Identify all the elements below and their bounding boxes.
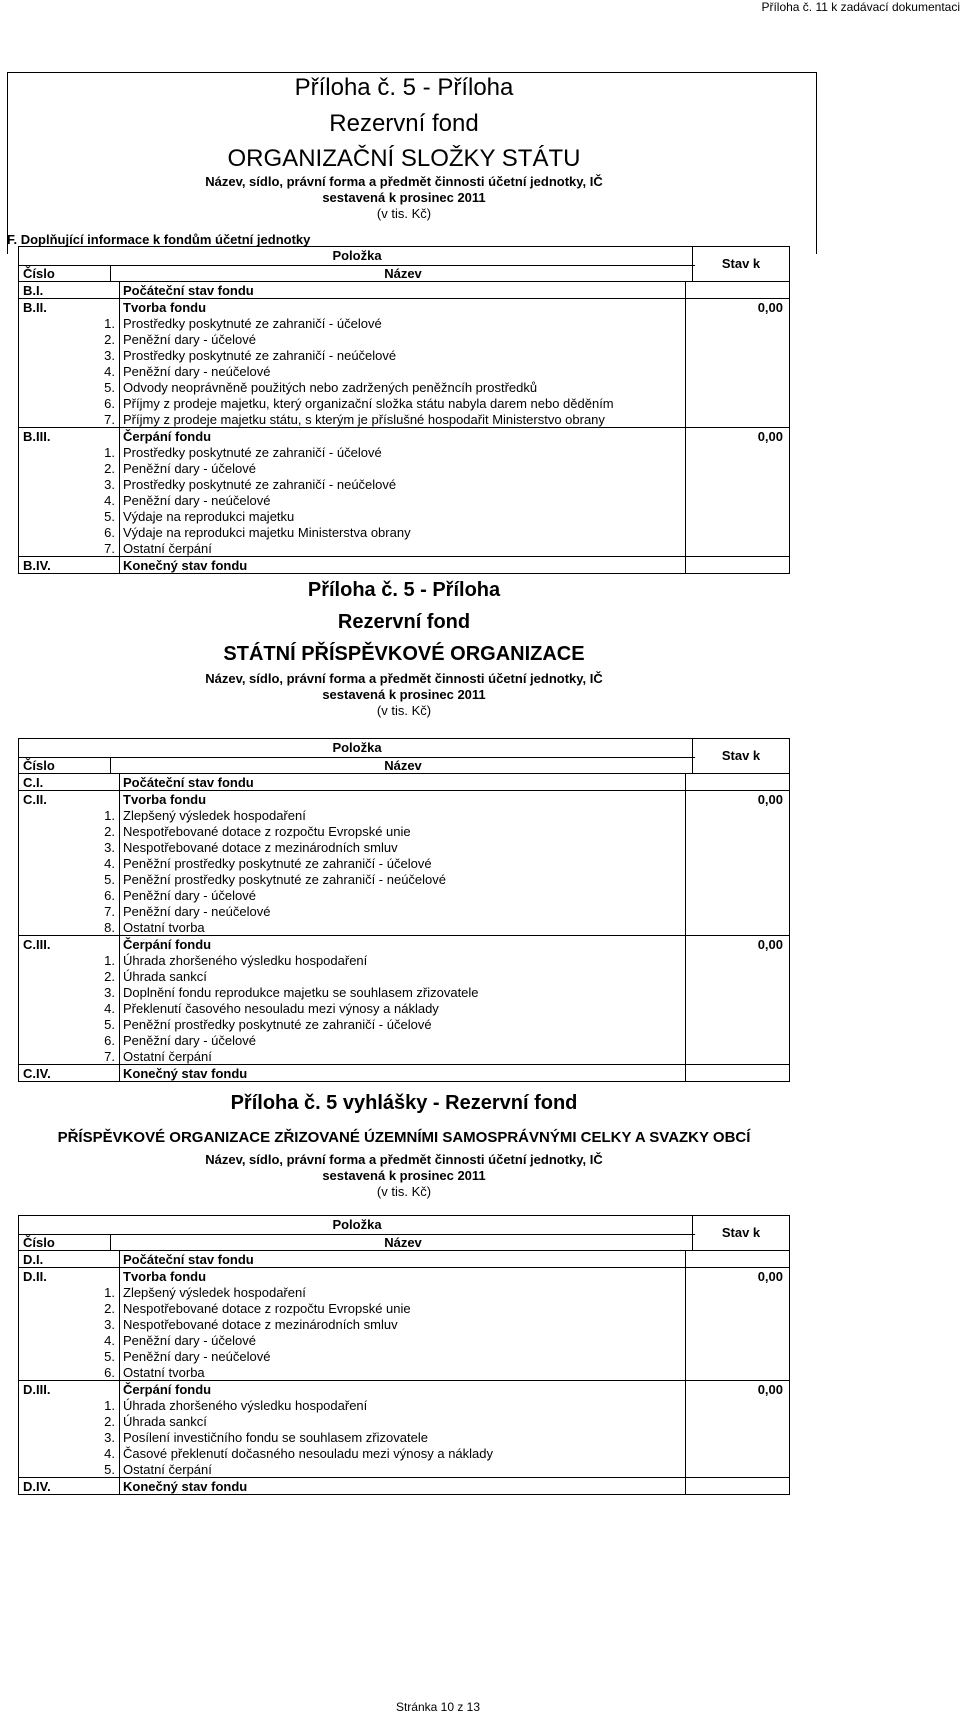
section-2-titles	[18, 577, 790, 719]
row-number: 2.	[19, 1413, 120, 1429]
col-stav: Stav k	[692, 739, 789, 773]
table-row	[19, 1300, 790, 1316]
fund-table-2	[18, 773, 790, 1082]
row-value	[686, 871, 790, 887]
row-name: Nespotřebované dotace z mezinárodních smluv	[123, 839, 398, 855]
row-name: Úhrada sankcí	[123, 1413, 207, 1429]
row-name: Peněžní dary - účelové	[123, 887, 256, 903]
row-name: Ostatní čerpání	[123, 1048, 212, 1064]
col-polozka: Položka	[332, 740, 382, 755]
row-name: Prostředky poskytnuté ze zahraničí - účelové	[123, 444, 382, 460]
row-value: 0,00	[686, 428, 790, 445]
table-group-row	[19, 282, 790, 299]
row-value	[686, 984, 790, 1000]
row-number: 3.	[19, 347, 120, 363]
row-name: Peněžní dary - účelové	[123, 331, 256, 347]
table-row	[19, 1000, 790, 1016]
table-row	[19, 1461, 790, 1478]
row-value: 0,00	[686, 791, 790, 808]
table-row	[19, 1445, 790, 1461]
row-value	[686, 887, 790, 903]
row-value	[686, 476, 790, 492]
unit-line: (v tis. Kč)	[376, 703, 432, 718]
section-3-titles	[18, 1090, 790, 1200]
row-number: 3.	[19, 1316, 120, 1332]
col-nazev: Název	[111, 757, 695, 775]
row-value	[686, 315, 790, 331]
row-value	[686, 379, 790, 395]
row-value	[686, 1413, 790, 1429]
table-group-row	[19, 557, 790, 574]
table-row	[19, 919, 790, 936]
row-value	[686, 903, 790, 919]
row-number: D.I.	[19, 1251, 120, 1268]
table-row	[19, 903, 790, 919]
row-number: 4.	[19, 363, 120, 379]
row-value: 0,00	[686, 936, 790, 953]
date-line: sestavená k prosinec 2011	[322, 1168, 486, 1183]
table-row	[19, 524, 790, 540]
table-row	[19, 379, 790, 395]
section-title: Příloha č. 5 vyhlášky - Rezervní fond	[230, 1092, 578, 1114]
table-row	[19, 823, 790, 839]
table-row	[19, 1048, 790, 1065]
row-value	[686, 1251, 790, 1268]
row-number: B.II.	[19, 299, 120, 316]
table-row	[19, 839, 790, 855]
row-number: 8.	[19, 919, 120, 936]
organization-type: ORGANIZAČNÍ SLOŽKY STÁTU	[227, 145, 581, 172]
row-name: Čerpání fondu	[120, 1381, 686, 1398]
table-row	[19, 1348, 790, 1364]
table-row	[19, 1016, 790, 1032]
row-name: Časové překlenutí dočasného nesouladu mezi výnosy a náklady	[123, 1445, 494, 1461]
row-number: 7.	[19, 411, 120, 428]
section-title: Příloha č. 5 - Příloha	[307, 579, 501, 601]
row-value	[686, 395, 790, 411]
row-value	[686, 347, 790, 363]
row-number: 4.	[19, 1000, 120, 1016]
row-name: Doplnění fondu reprodukce majetku se souhlasem zřizovatele	[123, 984, 479, 1000]
table-row	[19, 1429, 790, 1445]
table-group-row	[19, 774, 790, 791]
row-value	[686, 1397, 790, 1413]
row-number: 1.	[19, 444, 120, 460]
row-name: Výdaje na reprodukci majetku Ministerstva obrany	[123, 524, 411, 540]
row-value	[686, 968, 790, 984]
row-number: 2.	[19, 823, 120, 839]
table-row	[19, 331, 790, 347]
col-cislo: Číslo	[19, 1234, 111, 1251]
row-value	[686, 1445, 790, 1461]
table-row	[19, 1284, 790, 1300]
row-number: 3.	[19, 1429, 120, 1445]
table-row	[19, 1316, 790, 1332]
row-value	[686, 919, 790, 936]
fund-table-3	[18, 1250, 790, 1495]
row-value	[686, 444, 790, 460]
row-name: Čerpání fondu	[120, 428, 686, 445]
row-value	[686, 411, 790, 428]
section-f-label: F. Doplňující informace k fondům účetní jednotky	[7, 232, 311, 247]
row-value	[686, 1461, 790, 1478]
row-number: 4.	[19, 855, 120, 871]
row-number: 5.	[19, 1461, 120, 1478]
table-row	[19, 1397, 790, 1413]
row-value	[686, 1332, 790, 1348]
row-name: Úhrada zhoršeného výsledku hospodaření	[123, 952, 368, 968]
row-number: 1.	[19, 952, 120, 968]
col-polozka: Položka	[332, 1217, 382, 1232]
row-number: 3.	[19, 839, 120, 855]
row-number: 4.	[19, 1332, 120, 1348]
row-value	[686, 282, 790, 299]
row-value: 0,00	[686, 1268, 790, 1285]
unit-line: (v tis. Kč)	[376, 1184, 432, 1199]
row-value	[686, 823, 790, 839]
row-number: 1.	[19, 1284, 120, 1300]
row-name: Počáteční stav fondu	[120, 774, 686, 791]
table-group-row	[19, 1065, 790, 1082]
row-name: Prostředky poskytnuté ze zahraničí - účelové	[123, 315, 382, 331]
row-name: Úhrada zhoršeného výsledku hospodaření	[123, 1397, 368, 1413]
row-name: Překlenutí časového nesouladu mezi výnosy a náklady	[123, 1000, 439, 1016]
col-nazev: Název	[111, 265, 695, 283]
table-row	[19, 952, 790, 968]
table-group-row	[19, 299, 790, 316]
row-number: 2.	[19, 1300, 120, 1316]
table-row	[19, 887, 790, 903]
row-value	[686, 1316, 790, 1332]
row-value	[686, 952, 790, 968]
table-row	[19, 1413, 790, 1429]
row-name: Peněžní dary - neúčelové	[123, 903, 271, 919]
row-name: Tvorba fondu	[120, 299, 686, 316]
row-name: Zlepšený výsledek hospodaření	[123, 807, 306, 823]
organization-type: PŘÍSPĚVKOVÉ ORGANIZACE ZŘIZOVANÉ ÚZEMNÍMI SAMOSPRÁVNÝMI CELKY A SVAZKY OBCÍ	[57, 1129, 751, 1146]
table-row	[19, 395, 790, 411]
row-number: 1.	[19, 1397, 120, 1413]
row-name: Peněžní dary - účelové	[123, 1032, 256, 1048]
row-number: 4.	[19, 492, 120, 508]
row-number: 6.	[19, 395, 120, 411]
row-value	[686, 1065, 790, 1082]
row-number: 5.	[19, 1016, 120, 1032]
row-name: Odvody neoprávněně použitých nebo zadržených peněžncíh prostředků	[123, 379, 538, 395]
row-name: Ostatní tvorba	[123, 919, 205, 935]
row-value	[686, 524, 790, 540]
row-number: B.I.	[19, 282, 120, 299]
row-name: Tvorba fondu	[120, 1268, 686, 1285]
row-value	[686, 1048, 790, 1065]
table-row	[19, 460, 790, 476]
page-footer: Stránka 10 z 13	[395, 1700, 481, 1714]
col-stav: Stav k	[692, 1216, 789, 1250]
table-row	[19, 855, 790, 871]
row-name: Úhrada sankcí	[123, 968, 207, 984]
row-number: 5.	[19, 871, 120, 887]
row-value	[686, 508, 790, 524]
table-group-row	[19, 428, 790, 445]
table-row	[19, 508, 790, 524]
organization-type: STÁTNÍ PŘÍSPĚVKOVÉ ORGANIZACE	[223, 643, 585, 665]
section-1-titles	[18, 72, 790, 222]
row-name: Prostředky poskytnuté ze zahraničí - neúčelové	[123, 476, 397, 492]
row-value	[686, 774, 790, 791]
table-row	[19, 363, 790, 379]
row-number: B.III.	[19, 428, 120, 445]
row-name: Ostatní tvorba	[123, 1364, 205, 1380]
table-group-row	[19, 936, 790, 953]
row-name: Konečný stav fondu	[120, 1478, 686, 1495]
row-value	[686, 1429, 790, 1445]
date-line: sestavená k prosinec 2011	[322, 190, 486, 205]
meta-line: Název, sídlo, právní forma a předmět činnosti účetní jednotky, IČ	[205, 174, 603, 189]
row-name: Počáteční stav fondu	[120, 1251, 686, 1268]
row-name: Peněžní prostředky poskytnuté ze zahraničí - neúčelové	[123, 871, 447, 887]
row-number: 2.	[19, 331, 120, 347]
meta-line: Název, sídlo, právní forma a předmět činnosti účetní jednotky, IČ	[205, 1152, 603, 1167]
row-value	[686, 839, 790, 855]
col-polozka: Položka	[332, 248, 382, 263]
row-number: D.IV.	[19, 1478, 120, 1495]
unit-line: (v tis. Kč)	[376, 206, 432, 221]
table-row	[19, 1032, 790, 1048]
table-header	[18, 738, 790, 774]
row-number: 6.	[19, 1032, 120, 1048]
row-name: Konečný stav fondu	[120, 557, 686, 574]
row-name: Tvorba fondu	[120, 791, 686, 808]
fund-table-1	[18, 281, 790, 574]
row-number: C.IV.	[19, 1065, 120, 1082]
row-number: D.II.	[19, 1268, 120, 1285]
table-row	[19, 807, 790, 823]
table-group-row	[19, 791, 790, 808]
row-value	[686, 855, 790, 871]
row-value: 0,00	[686, 1381, 790, 1398]
row-value	[686, 460, 790, 476]
table-group-row	[19, 1381, 790, 1398]
row-number: 7.	[19, 1048, 120, 1065]
row-value	[686, 1284, 790, 1300]
row-value	[686, 363, 790, 379]
row-number: B.IV.	[19, 557, 120, 574]
table-group-row	[19, 1251, 790, 1268]
row-value	[686, 492, 790, 508]
table-row	[19, 411, 790, 428]
table-header	[18, 1215, 790, 1251]
table-header	[18, 246, 790, 282]
row-number: 6.	[19, 887, 120, 903]
row-number: 7.	[19, 540, 120, 557]
row-value	[686, 807, 790, 823]
table-group-row	[19, 1478, 790, 1495]
row-name: Peněžní prostředky poskytnuté ze zahraničí - účelové	[123, 1016, 432, 1032]
row-name: Peněžní prostředky poskytnuté ze zahraničí - účelové	[123, 855, 432, 871]
row-name: Příjmy z prodeje majetku státu, s kterým je příslušné hospodařit Ministerstvo obrany	[123, 411, 605, 427]
row-value	[686, 1348, 790, 1364]
row-value	[686, 1364, 790, 1381]
row-name: Nespotřebované dotace z rozpočtu Evropské unie	[123, 1300, 411, 1316]
table-row	[19, 968, 790, 984]
row-number: 6.	[19, 1364, 120, 1381]
date-line: sestavená k prosinec 2011	[322, 687, 486, 702]
section-subtitle: Rezervní fond	[337, 611, 471, 633]
row-name: Příjmy z prodeje majetku, který organizační složka státu nabyla darem nebo děděním	[123, 395, 614, 411]
row-number: C.I.	[19, 774, 120, 791]
table-row	[19, 492, 790, 508]
row-number: C.II.	[19, 791, 120, 808]
col-cislo: Číslo	[19, 265, 111, 282]
row-name: Ostatní čerpání	[123, 1461, 212, 1477]
row-value	[686, 1000, 790, 1016]
row-name: Peněžní dary - neúčelové	[123, 1348, 271, 1364]
section-title: Příloha č. 5 - Příloha	[294, 74, 514, 101]
row-value	[686, 331, 790, 347]
row-number: 5.	[19, 379, 120, 395]
col-nazev: Název	[111, 1234, 695, 1252]
row-number: 1.	[19, 315, 120, 331]
table-row	[19, 1332, 790, 1348]
row-name: Peněžní dary - účelové	[123, 460, 256, 476]
row-value	[686, 1300, 790, 1316]
table-row	[19, 540, 790, 557]
table-row	[19, 347, 790, 363]
row-number: 5.	[19, 508, 120, 524]
row-name: Peněžní dary - neúčelové	[123, 363, 271, 379]
row-name: Zlepšený výsledek hospodaření	[123, 1284, 306, 1300]
table-row	[19, 476, 790, 492]
meta-line: Název, sídlo, právní forma a předmět činnosti účetní jednotky, IČ	[205, 671, 603, 686]
row-name: Nespotřebované dotace z mezinárodních smluv	[123, 1316, 398, 1332]
row-number: 2.	[19, 460, 120, 476]
row-value	[686, 1032, 790, 1048]
table-row	[19, 1364, 790, 1381]
col-stav: Stav k	[692, 247, 789, 281]
page-header-note: Příloha č. 11 k zadávací dokumentaci	[761, 0, 960, 14]
col-cislo: Číslo	[19, 757, 111, 774]
row-value	[686, 1016, 790, 1032]
row-number: 3.	[19, 984, 120, 1000]
row-number: 1.	[19, 807, 120, 823]
table-row	[19, 984, 790, 1000]
row-name: Počáteční stav fondu	[120, 282, 686, 299]
row-name: Konečný stav fondu	[120, 1065, 686, 1082]
section-subtitle: Rezervní fond	[329, 110, 479, 137]
row-name: Čerpání fondu	[120, 936, 686, 953]
row-name: Nespotřebované dotace z rozpočtu Evropské unie	[123, 823, 411, 839]
row-number: 6.	[19, 524, 120, 540]
row-value: 0,00	[686, 299, 790, 316]
row-number: 4.	[19, 1445, 120, 1461]
row-number: 7.	[19, 903, 120, 919]
row-number: 2.	[19, 968, 120, 984]
table-group-row	[19, 1268, 790, 1285]
row-name: Ostatní čerpání	[123, 540, 212, 556]
table-row	[19, 871, 790, 887]
row-number: D.III.	[19, 1381, 120, 1398]
row-name: Peněžní dary - neúčelové	[123, 492, 271, 508]
row-value	[686, 1478, 790, 1495]
table-row	[19, 444, 790, 460]
row-number: C.III.	[19, 936, 120, 953]
row-value	[686, 557, 790, 574]
row-number: 5.	[19, 1348, 120, 1364]
table-row	[19, 315, 790, 331]
row-name: Výdaje na reprodukci majetku	[123, 508, 295, 524]
row-number: 3.	[19, 476, 120, 492]
row-value	[686, 540, 790, 557]
row-name: Prostředky poskytnuté ze zahraničí - neúčelové	[123, 347, 397, 363]
row-name: Peněžní dary - účelové	[123, 1332, 256, 1348]
row-name: Posílení investičního fondu se souhlasem zřizovatele	[123, 1429, 428, 1445]
